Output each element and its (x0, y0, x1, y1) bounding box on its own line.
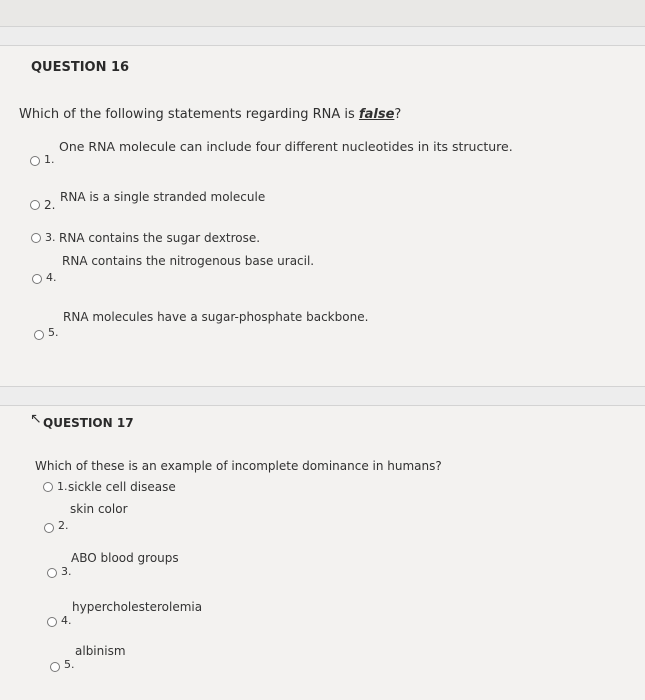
q17-option-3-text[interactable]: ABO blood groups (71, 551, 179, 565)
q16-option-5-number: 5. (48, 326, 59, 339)
middle-separator (0, 386, 645, 406)
prompt-emphasis: false (358, 107, 395, 122)
q17-option-4-radio[interactable] (47, 617, 57, 627)
q16-option-3-radio[interactable] (31, 233, 41, 243)
q17-option-2-number: 2. (58, 519, 69, 532)
q16-option-4-text[interactable]: RNA contains the nitrogenous base uracil. (62, 254, 315, 268)
q16-option-5-text[interactable]: RNA molecules have a sugar-phosphate backbone. (63, 310, 369, 324)
q16-option-5-radio[interactable] (34, 330, 44, 340)
q16-option-4-radio[interactable] (32, 274, 42, 284)
q16-option-2-number: 2. (44, 198, 56, 212)
q16-option-2-text[interactable]: RNA is a single stranded molecule (60, 190, 266, 204)
q16-option-1-number: 1. (44, 153, 55, 166)
q17-option-1-text[interactable]: sickle cell disease (68, 480, 176, 494)
q17-option-4-text[interactable]: hypercholesterolemia (72, 600, 203, 614)
q17-option-3-number: 3. (61, 565, 72, 578)
q17-option-4-number: 4. (61, 614, 72, 627)
q17-option-1-number: 1. (57, 480, 68, 493)
q16-option-3-number: 3. (45, 231, 56, 244)
q16-option-1-radio[interactable] (30, 156, 40, 166)
prompt-text: Which of the following statements regarding RNA is (19, 107, 359, 122)
q17-option-5-radio[interactable] (50, 662, 60, 672)
question-16-panel (0, 46, 645, 386)
question-16-title: QUESTION 16 (31, 60, 130, 75)
q17-option-3-radio[interactable] (47, 568, 57, 578)
question-16-prompt (19, 107, 401, 122)
question-17-prompt: Which of these is an example of incomplete dominance in humans? (35, 459, 442, 473)
q16-option-3-text[interactable]: RNA contains the sugar dextrose. (59, 231, 261, 245)
top-separator (0, 26, 645, 46)
prompt-end: ? (394, 107, 402, 122)
q17-option-5-text[interactable]: albinism (75, 644, 126, 658)
q17-option-5-number: 5. (64, 658, 75, 671)
q17-option-1-radio[interactable] (43, 482, 53, 492)
q16-option-2-radio[interactable] (30, 200, 40, 210)
mouse-cursor-icon: ↖ (30, 411, 42, 427)
q17-option-2-text[interactable]: skin color (70, 502, 128, 516)
q16-option-1-text[interactable]: One RNA molecule can include four different nucleotides in its structure. (59, 139, 513, 154)
question-17-title: QUESTION 17 (43, 416, 134, 430)
q17-option-2-radio[interactable] (44, 523, 54, 533)
q16-option-4-number: 4. (46, 271, 57, 284)
